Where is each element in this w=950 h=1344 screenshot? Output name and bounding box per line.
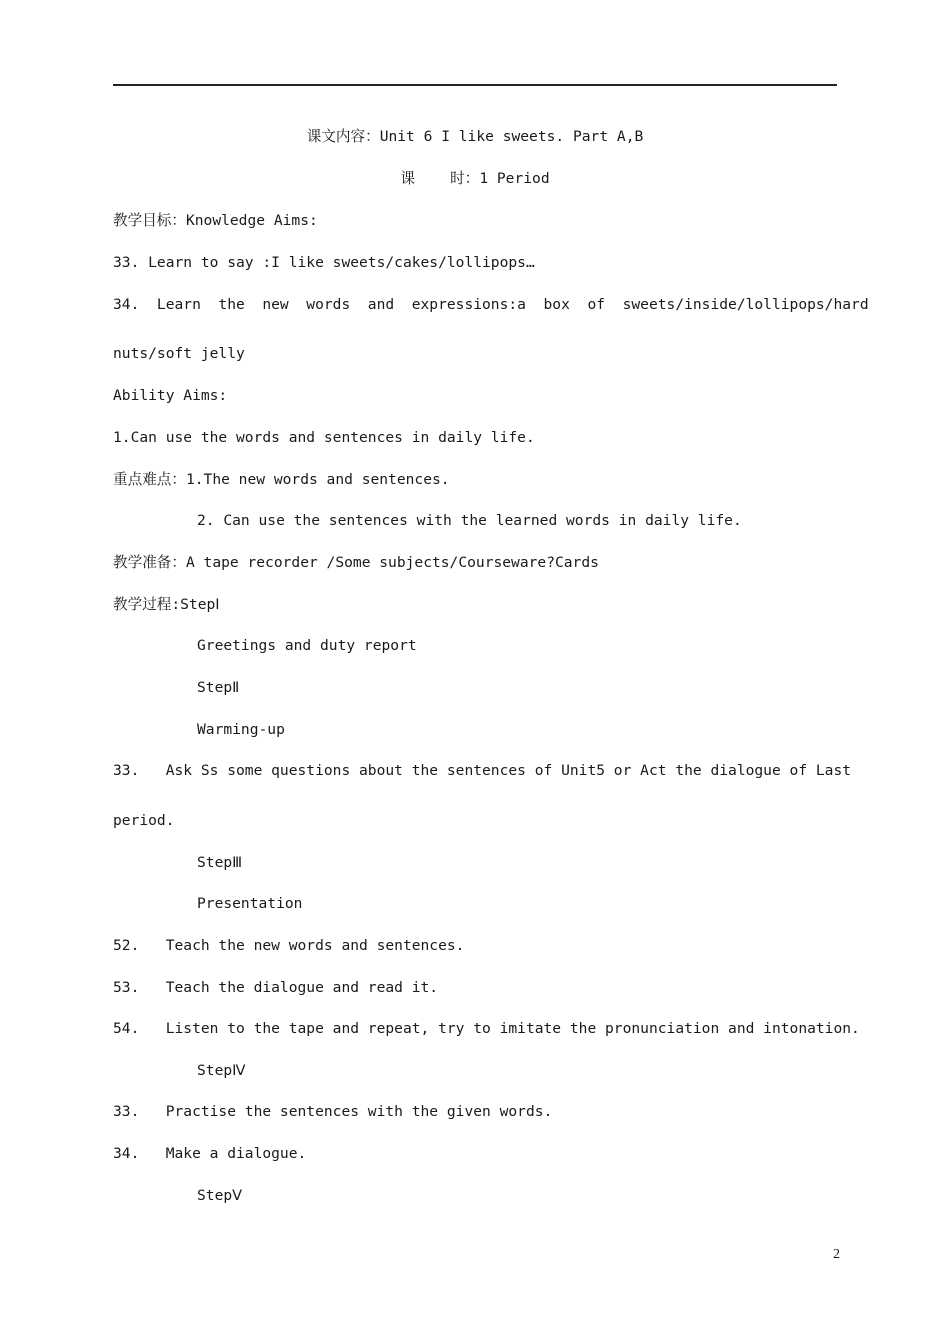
aim-item: 33. Learn to say :I like sweets/cakes/lollipops… <box>113 254 535 271</box>
step-heading: StepⅢ <box>197 854 243 871</box>
teaching-process: 教学过程:StepⅠ <box>113 596 220 613</box>
list-item: 52. Teach the new words and sentences. <box>113 937 465 954</box>
aim-item: 34. Learn the new words and expressions:a box of sweets/inside/lollipops/hard <box>113 296 869 313</box>
step-heading: StepⅣ <box>197 1062 246 1079</box>
step-detail: Presentation <box>197 895 303 912</box>
lesson-period: 课 时：1 Period <box>400 170 550 187</box>
list-item: 54. Listen to the tape and repeat, try to imitate the pronunciation and intonation. <box>113 1020 860 1037</box>
step-heading: StepⅤ <box>197 1187 243 1204</box>
step-heading: StepⅡ <box>197 679 240 696</box>
ability-heading: Ability Aims: <box>113 387 228 404</box>
step-detail: Greetings and duty report <box>197 637 417 654</box>
aim-item-continued: nuts/soft jelly <box>113 345 245 362</box>
teaching-prep: 教学准备：A tape recorder /Some subjects/Courseware?Cards <box>113 554 599 571</box>
step-detail: Warming-up <box>197 721 285 738</box>
key-points: 重点难点：1.The new words and sentences. <box>113 471 450 488</box>
aims-heading: 教学目标：Knowledge Aims: <box>113 212 318 229</box>
list-item-continued: period. <box>113 812 175 829</box>
page-number: 2 <box>833 1247 840 1262</box>
lesson-title: 课文内容：Unit 6 I like sweets. Part A,B <box>306 128 644 145</box>
list-item: 34. Make a dialogue. <box>113 1145 307 1162</box>
header-rule <box>113 84 837 86</box>
list-item: 53. Teach the dialogue and read it. <box>113 979 439 996</box>
key-points-item: 2. Can use the sentences with the learned words in daily life. <box>197 512 742 529</box>
ability-item: 1.Can use the words and sentences in daily life. <box>113 429 535 446</box>
list-item: 33. Practise the sentences with the given words. <box>113 1103 553 1120</box>
list-item: 33. Ask Ss some questions about the sentences of Unit5 or Act the dialogue of Last <box>113 762 852 779</box>
